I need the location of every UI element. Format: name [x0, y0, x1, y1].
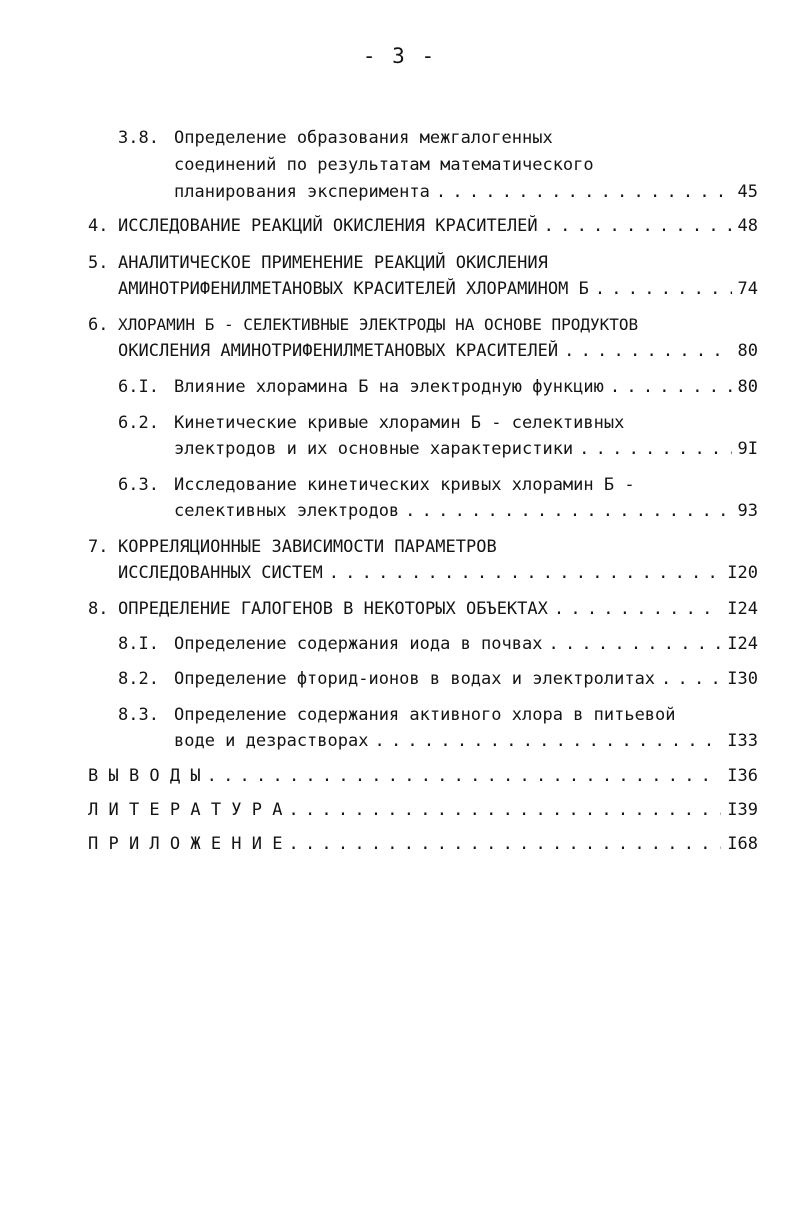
toc-entry-number: 8.I. — [118, 634, 159, 654]
toc-entry-number: 4. — [88, 216, 109, 236]
dot-leader — [595, 277, 732, 301]
dot-leader — [436, 180, 732, 204]
toc-entry-page: 45 — [737, 182, 758, 202]
page-number: - 3 - — [362, 44, 437, 68]
toc-entry-number: 6.3. — [118, 475, 159, 495]
toc-entry-number: 8.3. — [118, 705, 159, 725]
toc-entry-page: 80 — [737, 341, 758, 361]
dot-leader — [564, 339, 731, 363]
toc-entry-title-line: Определение содержания активного хлора в питьевой — [174, 705, 676, 725]
toc-entry-title-line: АМИНОТРИФЕНИЛМЕТАНОВЫХ КРАСИТЕЛЕЙ ХЛОРАМИНОМ Б — [118, 279, 589, 299]
dot-leader — [610, 375, 732, 399]
toc-entry-title-line: Определение образования межгалогенных — [174, 128, 553, 148]
toc-entry-title-line: Влияние хлорамина Б на электродную функцию — [174, 377, 604, 397]
dot-leader — [405, 499, 731, 523]
dot-leader — [548, 632, 721, 656]
toc-entry-page: I30 — [727, 669, 758, 689]
toc-entry-title-line: Определение содержания иода в почвах — [174, 634, 543, 654]
toc-entry-title-line: Л И Т Е Р А Т У Р А — [88, 800, 283, 820]
toc-entry-title-line: КОРРЕЛЯЦИОННЫЕ ЗАВИСИМОСТИ ПАРАМЕТРОВ — [118, 537, 497, 557]
toc-entry-title-line: Исследование кинетических кривых хлорамин Б - — [174, 475, 635, 495]
toc-entry-page: I24 — [727, 599, 758, 619]
toc-entry-page: I20 — [727, 563, 758, 583]
dot-leader — [374, 729, 721, 753]
toc-entry-title-line: ИССЛЕДОВАНИЕ РЕАКЦИЙ ОКИСЛЕНИЯ КРАСИТЕЛЕЙ — [118, 216, 538, 236]
dot-leader — [554, 597, 721, 621]
dot-leader — [288, 798, 721, 822]
dot-leader — [207, 764, 722, 788]
toc-entry-number: 6.I. — [118, 377, 159, 397]
toc-entry-page: 74 — [737, 279, 758, 299]
toc-entry-title-line: П Р И Л О Ж Е Н И Е — [88, 834, 283, 854]
toc-entry-page: 9I — [737, 439, 758, 459]
toc-entry-title-line: Определение фторид-ионов в водах и электролитах — [174, 669, 656, 689]
dot-leader — [288, 832, 721, 856]
toc-entry-title-line: ОКИСЛЕНИЯ АМИНОТРИФЕНИЛМЕТАНОВЫХ КРАСИТЕЛЕЙ — [118, 341, 559, 361]
toc-entry-title-line: электродов и их основные характеристики — [174, 439, 574, 459]
toc-entry-title-line: селективных электродов — [174, 501, 400, 521]
dot-leader — [329, 561, 722, 585]
toc-entry-page: 93 — [737, 501, 758, 521]
toc-entry-number: 3.8. — [118, 128, 159, 148]
toc-entry-number: 8.2. — [118, 669, 159, 689]
toc-entry-number: 5. — [88, 253, 109, 273]
toc-entry-title-line: воде и дезрастворах — [174, 731, 369, 751]
toc-entry-page: I68 — [727, 834, 758, 854]
dot-leader — [661, 667, 721, 691]
toc-entry-number: 7. — [88, 537, 109, 557]
toc-entry-number: 8. — [88, 599, 109, 619]
toc-entry-page: 48 — [737, 216, 758, 236]
toc-entry-page: I39 — [727, 800, 758, 820]
toc-entry-title-line: АНАЛИТИЧЕСКОЕ ПРИМЕНЕНИЕ РЕАКЦИЙ ОКИСЛЕНИЯ — [118, 253, 548, 273]
toc-entry-number: 6. — [88, 315, 109, 335]
toc-entry-page: I24 — [727, 634, 758, 654]
toc-entry-title-line: планирования эксперимента — [174, 182, 430, 202]
toc-entry-page: 80 — [737, 377, 758, 397]
toc-entry-title-line: В Ы В О Д Ы — [88, 766, 201, 786]
toc-entry-page: I33 — [727, 731, 758, 751]
dot-leader — [579, 437, 731, 461]
toc-entry-title-line: соединений по результатам математического — [174, 155, 594, 175]
dot-leader — [544, 214, 732, 238]
toc-entry-title-line: ИССЛЕДОВАННЫХ СИСТЕМ — [118, 563, 323, 583]
toc-entry-title-line: Кинетические кривые хлорамин Б - селективных — [174, 413, 625, 433]
toc-entry-title-line: ХЛОРАМИН Б - СЕЛЕКТИВНЫЕ ЭЛЕКТРОДЫ НА ОСНОВЕ ПРОДУКТОВ — [118, 315, 639, 334]
toc-entry-page: I36 — [727, 766, 758, 786]
toc-entry-number: 6.2. — [118, 413, 159, 433]
toc-entry-title-line: ОПРЕДЕЛЕНИЕ ГАЛОГЕНОВ В НЕКОТОРЫХ ОБЪЕКТАХ — [118, 599, 548, 619]
